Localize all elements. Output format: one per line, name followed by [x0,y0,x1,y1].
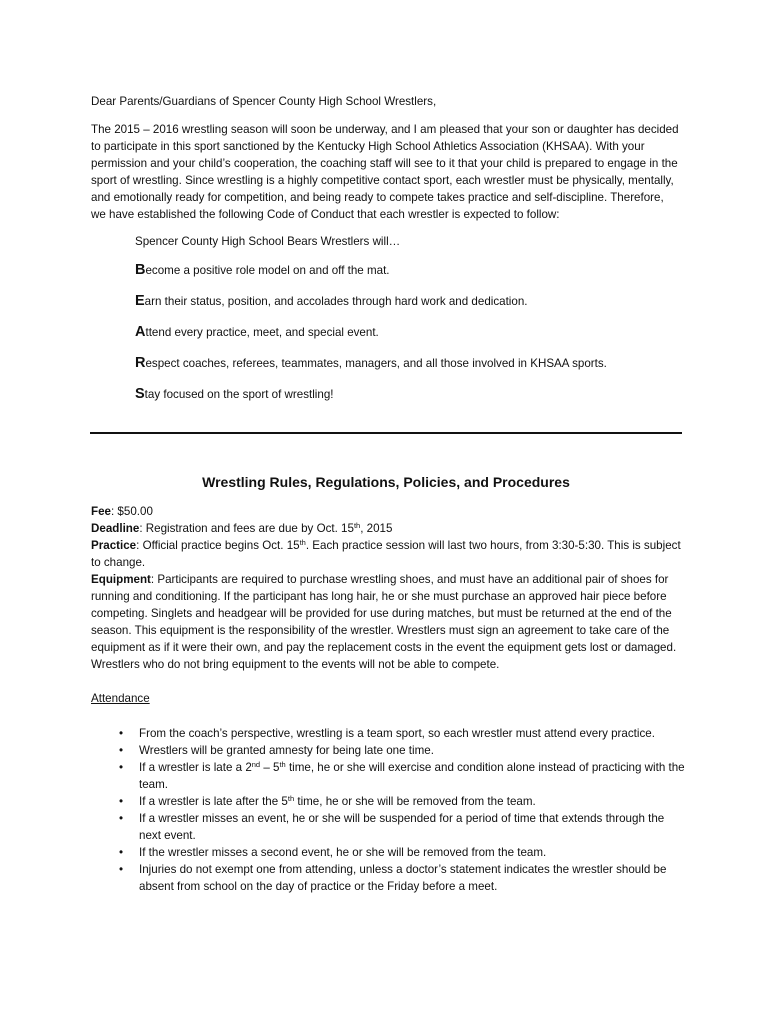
list-item-text: From the coach’s perspective, wrestling is a team sport, so each wrestler must attend every practice. [139,727,655,740]
deadline-line [91,520,681,537]
fee-label: Fee [91,505,111,518]
practice-text-rest: . Each practice session will last two hours, from 3:30-5:30. This is subject to change. [91,539,681,569]
salutation: Dear Parents/Guardians of Spencer County High School Wrestlers, [91,95,437,108]
practice-paragraph [91,537,681,571]
code-line-a [135,324,681,341]
bullet: • [118,812,124,825]
list-item-text: – 5 [260,761,280,774]
code-line-e [135,293,681,310]
list-item-text: time, he or she will be removed from the team. [294,795,536,808]
code-line-s [135,386,681,403]
code-initial: E [135,293,145,309]
ordinal: nd [251,760,261,769]
list-item-text: If a wrestler is late after the 5 [139,795,288,808]
rules-title: Wrestling Rules, Regulations, Policies, and Procedures [202,474,570,490]
intro-paragraph: The 2015 – 2016 wrestling season will soon be underway, and I am pleased that your son or daughter has decided to participate in this sport sanctioned by the Kentucky High School Athletics Association (KHSAA). With your permission and your child’s cooperation, the coaching staff will see to it that your child is prepared to engage in the sport of wrestling. Since wrestling is a highly competitive contact sport, each wrestler must be physically, mentally, and emotionally ready for competition, and being ready to compete takes practice and self-discipline. Therefore, we have established the following Code of Conduct that each wrestler is expected to follow: [91,123,679,221]
list-item [116,861,686,895]
bullet: • [118,863,124,876]
list-item [116,759,686,793]
equipment-paragraph [91,571,681,673]
bullet: • [118,744,124,757]
practice-text: : Official practice begins Oct. 15 [136,539,300,552]
list-item-text: If a wrestler is late a 2 [139,761,252,774]
practice-label: Practice [91,539,137,552]
deadline-ordinal: th [353,521,361,530]
code-text: arn their status, position, and accolades through hard work and dedication. [144,295,528,308]
list-item [116,725,686,742]
deadline-text: : Registration and fees are due by Oct. 15 [139,522,354,535]
code-line-r [135,355,681,372]
list-item [116,742,686,759]
list-item-text: Wrestlers will be granted amnesty for being late one time. [139,744,434,757]
fee-line [91,503,681,520]
equipment-label: Equipment [91,573,151,586]
code-of-conduct-intro: Spencer County High School Bears Wrestlers will… [135,235,401,248]
attendance-list [116,725,686,895]
deadline-year: , 2015 [360,522,393,535]
fee-value: : $50.00 [110,505,153,518]
code-initial: S [135,386,145,402]
list-item [116,844,686,861]
list-item-text: time, he or she will exercise and condition alone instead of practicing with the team. [139,761,685,791]
equipment-text: : Participants are required to purchase wrestling shoes, and must have an additional pair of shoes for running and conditioning. If the participant has long hair, he or she must purchase an approved hair piece before competing. Singlets and headgear will be provided for use during matches, but must be returned at the end of the season. This equipment is the responsibility of the wrestler. Wrestlers must sign an agreement to take care of the equipment as if it were their own, and pay the replacement costs in the event the equipment gets lost or damaged. Wrestlers who do not bring equipment to the events will not be able to compete. [91,573,677,671]
code-text: espect coaches, referees, teammates, managers, and all those involved in KHSAA sports. [145,357,607,370]
code-text: ecome a positive role model on and off the mat. [145,264,390,277]
list-item-text: If the wrestler misses a second event, he or she will be removed from the team. [139,846,547,859]
code-initial: B [135,262,146,278]
list-item-text: Injuries do not exempt one from attending, unless a doctor’s statement indicates the wrestler should be absent from school on the day of practice or the Friday before a meet. [139,863,667,893]
bullet: • [118,727,124,740]
list-item-text: If a wrestler misses an event, he or she will be suspended for a period of time that extends through the next event. [139,812,665,842]
section-divider [90,432,682,434]
bullet: • [118,795,124,808]
code-initial: A [135,324,146,340]
practice-ordinal: th [299,538,306,547]
deadline-label: Deadline [91,522,140,535]
code-text: tay focused on the sport of wrestling! [144,388,334,401]
bullet: • [118,846,124,859]
bullet: • [118,761,124,774]
code-initial: R [135,355,146,371]
list-item [116,810,686,844]
ordinal: th [287,794,295,803]
code-line-b [135,262,681,279]
list-item [116,793,686,810]
code-text: ttend every practice, meet, and special event. [145,326,379,339]
attendance-heading: Attendance [91,692,150,705]
ordinal: th [279,760,286,769]
